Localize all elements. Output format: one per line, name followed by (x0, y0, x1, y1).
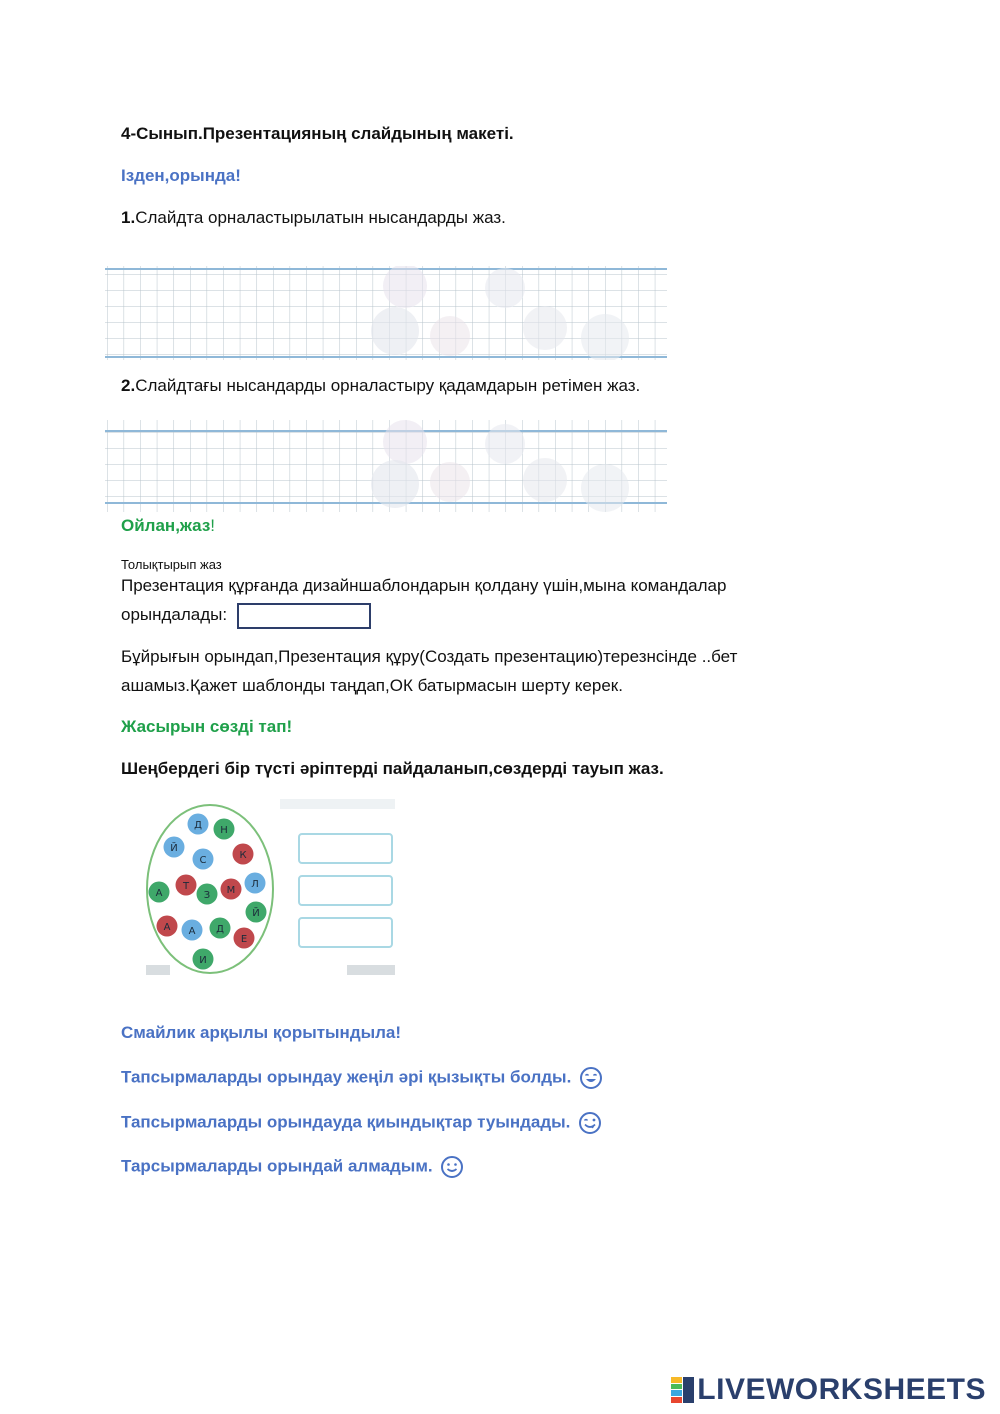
fill-line-2-text: орындалады: (121, 605, 228, 624)
section-heading-search: Ізден,орында! (121, 166, 241, 185)
letter-label: Е (240, 934, 248, 945)
section-heading-think-text: Ойлан,жаз (121, 516, 211, 535)
letter-label: А (188, 926, 196, 937)
writing-grid-2[interactable] (105, 420, 667, 512)
section-heading-think (121, 516, 215, 536)
smiling-face-icon[interactable] (440, 1155, 464, 1179)
hidden-word-task: Шеңбердегі бір түсті әріптерді пайдаланып,сөздерді тауып жаз. (121, 759, 664, 778)
letter-label: А (163, 922, 171, 933)
writing-grid-1[interactable] (105, 266, 667, 360)
fill-paragraph-2 (121, 642, 841, 700)
letter-label: Л (251, 879, 259, 890)
letter-label: Н (220, 825, 228, 836)
letter-label: И (199, 955, 207, 966)
letter-circle-puzzle (140, 797, 400, 979)
answer-box-1[interactable] (299, 834, 392, 863)
section-heading-smiley: Смайлик арқылы қорытындыла! (121, 1023, 402, 1042)
fill-line-1: Презентация құрғанда дизайншаблондарын қолдану үшін,мына командалар (121, 576, 727, 595)
letter-label: З (203, 890, 211, 901)
task-1-number: 1. (121, 208, 136, 227)
page-title: 4-Сынып.Презентацияның слайдының макеті. (121, 124, 514, 143)
letter-label: Д (216, 924, 224, 935)
fill-line-3: Бұйрығын орындап,Презентация құру(Создать презентацию)терезнсінде ..бет (121, 647, 738, 666)
task-2 (121, 376, 640, 396)
letter-label: С (199, 855, 207, 866)
letter-label: Й (170, 843, 178, 854)
reflection-text-1: Тапсырмаларды орындау жеңіл әрі қызықты болды. (121, 1067, 572, 1087)
reflection-option-3[interactable] (121, 1155, 464, 1179)
section-heading-think-excl: ! (210, 516, 216, 535)
answer-box-2[interactable] (299, 876, 392, 905)
laughing-face-icon[interactable] (579, 1066, 603, 1090)
grid-lines (105, 266, 667, 360)
task-2-number: 2. (121, 376, 136, 395)
section-heading-hidden-word: Жасырын сөзді тап! (121, 717, 293, 736)
reflection-option-2[interactable] (121, 1111, 602, 1135)
task-1 (121, 208, 506, 228)
letter-label: А (155, 888, 163, 899)
answer-input[interactable] (237, 603, 371, 629)
letter-label: Д (194, 820, 202, 831)
logo-blocks-icon (671, 1377, 695, 1403)
letter-label: Т (182, 881, 190, 892)
reflection-text-3: Тарсырмаларды орындай алмадым. (121, 1156, 433, 1176)
grid-lines (105, 420, 667, 512)
liveworksheets-logo (671, 1373, 986, 1407)
winking-face-icon[interactable] (578, 1111, 602, 1135)
logo-text: LIVEWORKSHEETS (697, 1373, 986, 1406)
fill-line-4: ашамыз.Қажет шаблонды таңдап,ОК батырмасын шерту керек. (121, 676, 623, 695)
answer-box-3[interactable] (299, 918, 392, 947)
fill-line-2 (121, 600, 841, 629)
letter-label: Й (252, 908, 260, 919)
reflection-text-2: Тапсырмаларды орындауда қиындықтар туындады. (121, 1112, 571, 1132)
reflection-option-1[interactable] (121, 1066, 603, 1090)
task-1-text: Слайдта орналастырылатын нысандарды жаз. (135, 208, 506, 227)
task-2-text: Слайдтағы нысандарды орналастыру қадамдарын ретімен жаз. (135, 376, 641, 395)
letter-circle-svg (140, 797, 400, 979)
letter-label: М (226, 885, 236, 896)
fill-paragraph-1 (121, 571, 841, 629)
letter-label: К (239, 850, 247, 861)
instruction-complete: Толықтырып жаз (121, 557, 222, 572)
